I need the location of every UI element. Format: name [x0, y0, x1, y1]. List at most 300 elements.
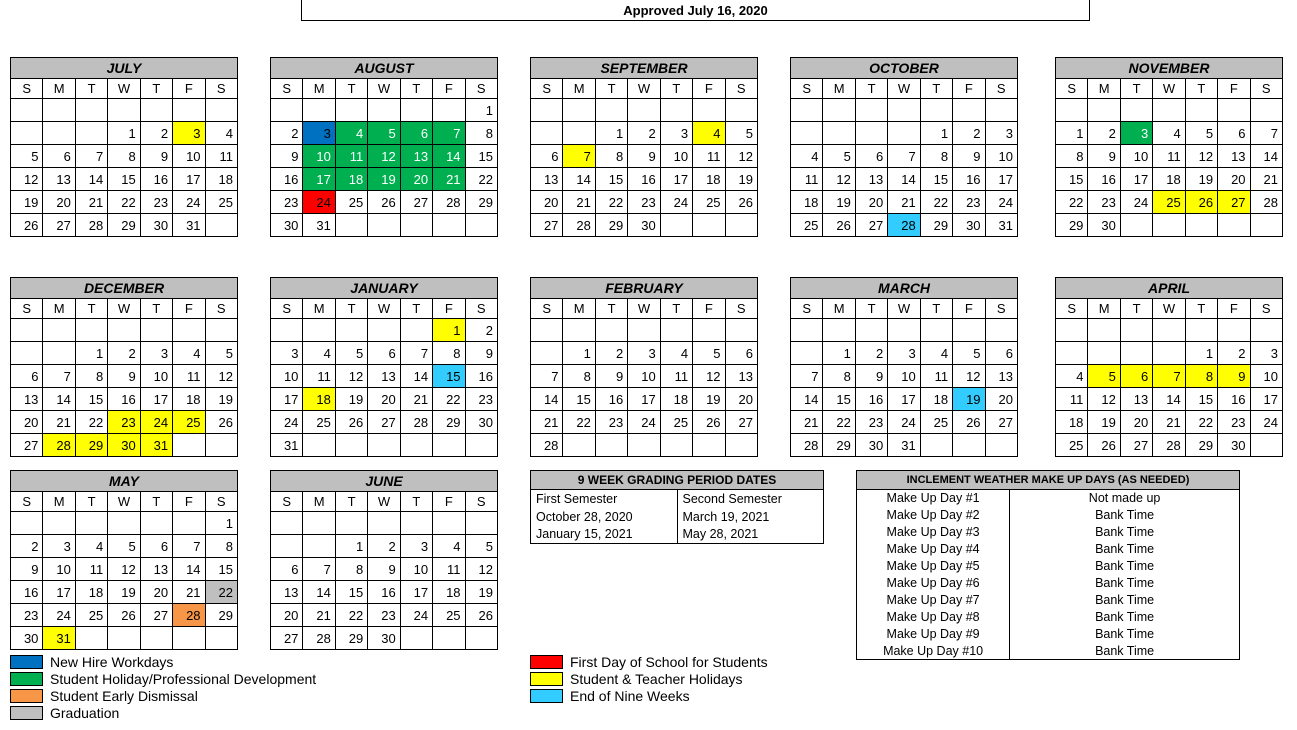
day-cell: 9: [628, 145, 660, 168]
day-cell: [75, 122, 107, 145]
day-cell: 28: [75, 214, 107, 237]
day-of-week-header: W: [1153, 299, 1185, 319]
day-cell: 3: [400, 535, 432, 558]
day-cell: [173, 512, 205, 535]
day-cell: [628, 99, 660, 122]
day-cell: [660, 99, 692, 122]
day-cell: 23: [11, 604, 43, 627]
day-cell: [985, 434, 1017, 457]
day-cell: 10: [173, 145, 205, 168]
day-of-week-header: S: [1250, 299, 1282, 319]
day-cell: 11: [303, 365, 335, 388]
day-cell: 1: [1056, 122, 1088, 145]
day-of-week-header: S: [465, 492, 497, 512]
day-cell: 5: [823, 145, 855, 168]
day-cell: 5: [108, 535, 140, 558]
day-cell: [791, 99, 823, 122]
day-cell: 5: [368, 122, 400, 145]
month-title: JULY: [11, 58, 238, 79]
month-january: [270, 277, 498, 457]
make-up-day-label: Make Up Day #5: [857, 558, 1010, 575]
day-cell: 17: [173, 168, 205, 191]
day-cell: 21: [75, 191, 107, 214]
legend-item: [530, 671, 768, 687]
grading-date-second-1: March 19, 2021: [677, 508, 824, 526]
day-cell: 21: [173, 581, 205, 604]
day-cell: 5: [953, 342, 985, 365]
day-cell: [563, 99, 595, 122]
day-cell: 27: [140, 604, 172, 627]
day-cell: 28: [173, 604, 205, 627]
day-cell: 7: [1153, 365, 1185, 388]
day-cell: [11, 99, 43, 122]
day-cell: 31: [303, 214, 335, 237]
day-cell: [335, 512, 367, 535]
day-cell: 26: [335, 411, 367, 434]
month-september: [530, 57, 758, 237]
day-cell: [205, 627, 237, 650]
day-cell: 2: [953, 122, 985, 145]
day-cell: 21: [43, 411, 75, 434]
day-cell: 6: [725, 342, 757, 365]
day-cell: 13: [985, 365, 1017, 388]
day-cell: 31: [173, 214, 205, 237]
day-cell: [465, 512, 497, 535]
green-swatch: [10, 672, 43, 686]
day-cell: [1185, 99, 1217, 122]
day-cell: [725, 319, 757, 342]
day-cell: [628, 434, 660, 457]
day-of-week-header: S: [465, 299, 497, 319]
day-cell: [400, 627, 432, 650]
day-cell: 12: [1088, 388, 1120, 411]
day-of-week-header: T: [140, 299, 172, 319]
day-cell: 24: [1120, 191, 1152, 214]
day-cell: [108, 512, 140, 535]
day-cell: 28: [563, 214, 595, 237]
day-cell: 19: [823, 191, 855, 214]
day-cell: [75, 319, 107, 342]
day-cell: 19: [335, 388, 367, 411]
day-cell: 17: [1120, 168, 1152, 191]
day-cell: [43, 99, 75, 122]
day-cell: 19: [368, 168, 400, 191]
day-cell: [271, 319, 303, 342]
day-cell: 14: [531, 388, 563, 411]
day-cell: [433, 627, 465, 650]
day-cell: [335, 434, 367, 457]
month-title: OCTOBER: [791, 58, 1018, 79]
day-cell: [368, 319, 400, 342]
legend-item: [530, 654, 768, 670]
day-cell: 29: [920, 214, 952, 237]
day-cell: [1153, 214, 1185, 237]
day-cell: [271, 512, 303, 535]
day-cell: 28: [400, 411, 432, 434]
day-cell: 24: [400, 604, 432, 627]
day-cell: 3: [271, 342, 303, 365]
day-cell: 17: [660, 168, 692, 191]
day-cell: 8: [1185, 365, 1217, 388]
day-cell: 25: [303, 411, 335, 434]
day-cell: 22: [1056, 191, 1088, 214]
day-cell: 21: [888, 191, 920, 214]
day-cell: 19: [1185, 168, 1217, 191]
day-cell: 28: [791, 434, 823, 457]
day-cell: 2: [595, 342, 627, 365]
day-cell: 1: [205, 512, 237, 535]
day-cell: [693, 434, 725, 457]
month-title: MAY: [11, 471, 238, 492]
day-cell: 15: [205, 558, 237, 581]
day-cell: [1120, 319, 1152, 342]
day-cell: 11: [205, 145, 237, 168]
approval-date-text: Approved July 16, 2020: [623, 3, 768, 18]
day-cell: 27: [400, 191, 432, 214]
day-cell: 18: [920, 388, 952, 411]
day-cell: 15: [1056, 168, 1088, 191]
day-cell: 14: [400, 365, 432, 388]
day-cell: 19: [465, 581, 497, 604]
make-up-day-label: Make Up Day #8: [857, 609, 1010, 626]
day-cell: [920, 319, 952, 342]
day-cell: 24: [660, 191, 692, 214]
day-cell: 22: [465, 168, 497, 191]
legend-label: End of Nine Weeks: [570, 688, 690, 704]
day-cell: 25: [335, 191, 367, 214]
day-cell: 14: [1153, 388, 1185, 411]
day-cell: [1153, 319, 1185, 342]
day-cell: 5: [11, 145, 43, 168]
day-cell: 30: [628, 214, 660, 237]
day-cell: 19: [693, 388, 725, 411]
day-cell: 25: [433, 604, 465, 627]
day-cell: 26: [11, 214, 43, 237]
day-cell: 12: [108, 558, 140, 581]
day-cell: 24: [1250, 411, 1282, 434]
day-cell: 26: [1088, 434, 1120, 457]
day-cell: 7: [43, 365, 75, 388]
grading-date-first-1: October 28, 2020: [531, 508, 678, 526]
legend-label: Student Holiday/Professional Development: [50, 671, 317, 687]
day-cell: 22: [920, 191, 952, 214]
day-cell: 16: [11, 581, 43, 604]
day-cell: 10: [1120, 145, 1152, 168]
day-cell: 2: [855, 342, 887, 365]
day-cell: [173, 434, 205, 457]
day-cell: 4: [205, 122, 237, 145]
day-cell: 22: [75, 411, 107, 434]
day-cell: [531, 342, 563, 365]
day-cell: 25: [693, 191, 725, 214]
day-cell: 27: [855, 214, 887, 237]
month-november: [1055, 57, 1283, 237]
day-of-week-header: W: [108, 299, 140, 319]
month-title: APRIL: [1056, 278, 1283, 299]
day-cell: 4: [693, 122, 725, 145]
day-cell: 12: [953, 365, 985, 388]
day-cell: 24: [888, 411, 920, 434]
day-cell: [1153, 342, 1185, 365]
day-cell: 21: [400, 388, 432, 411]
day-cell: [303, 319, 335, 342]
day-cell: [531, 99, 563, 122]
day-cell: 9: [140, 145, 172, 168]
month-title: DECEMBER: [11, 278, 238, 299]
day-cell: 6: [400, 122, 432, 145]
day-of-week-header: T: [140, 492, 172, 512]
day-cell: 13: [43, 168, 75, 191]
day-cell: 20: [43, 191, 75, 214]
day-cell: 8: [595, 145, 627, 168]
day-cell: [303, 99, 335, 122]
day-cell: 22: [433, 388, 465, 411]
day-cell: [335, 214, 367, 237]
day-cell: 26: [823, 214, 855, 237]
day-of-week-header: W: [368, 299, 400, 319]
day-cell: 11: [1056, 388, 1088, 411]
day-cell: [271, 99, 303, 122]
day-cell: 29: [595, 214, 627, 237]
day-cell: 18: [791, 191, 823, 214]
day-cell: [433, 214, 465, 237]
day-cell: 21: [1153, 411, 1185, 434]
day-cell: 15: [920, 168, 952, 191]
day-cell: 27: [985, 411, 1017, 434]
day-of-week-header: F: [693, 299, 725, 319]
day-cell: 26: [108, 604, 140, 627]
day-cell: 20: [725, 388, 757, 411]
day-cell: 19: [108, 581, 140, 604]
red-swatch: [530, 655, 563, 669]
make-up-day-status: Bank Time: [1010, 626, 1240, 643]
day-cell: 4: [173, 342, 205, 365]
day-cell: 4: [433, 535, 465, 558]
day-cell: 20: [271, 604, 303, 627]
day-cell: 23: [140, 191, 172, 214]
day-cell: [531, 319, 563, 342]
day-cell: 30: [1088, 214, 1120, 237]
make-up-day-status: Bank Time: [1010, 507, 1240, 524]
day-cell: [205, 319, 237, 342]
day-of-week-header: F: [433, 299, 465, 319]
day-cell: [43, 122, 75, 145]
month-may: [10, 470, 238, 650]
day-of-week-header: S: [1056, 299, 1088, 319]
day-cell: 23: [1218, 411, 1250, 434]
day-cell: 8: [108, 145, 140, 168]
day-cell: 2: [1088, 122, 1120, 145]
month-title: JUNE: [271, 471, 498, 492]
day-cell: 24: [628, 411, 660, 434]
day-cell: 16: [953, 168, 985, 191]
day-cell: 16: [140, 168, 172, 191]
day-cell: 15: [823, 388, 855, 411]
day-cell: [791, 122, 823, 145]
make-up-day-label: Make Up Day #7: [857, 592, 1010, 609]
day-cell: 5: [1088, 365, 1120, 388]
day-cell: 27: [531, 214, 563, 237]
day-cell: 10: [660, 145, 692, 168]
day-cell: 11: [693, 145, 725, 168]
day-cell: [823, 122, 855, 145]
day-cell: 6: [43, 145, 75, 168]
day-cell: 4: [75, 535, 107, 558]
day-cell: 11: [335, 145, 367, 168]
day-of-week-header: S: [271, 492, 303, 512]
day-cell: [140, 512, 172, 535]
day-cell: 18: [1056, 411, 1088, 434]
day-cell: [1218, 319, 1250, 342]
day-cell: 14: [43, 388, 75, 411]
day-cell: 3: [628, 342, 660, 365]
day-of-week-header: S: [1056, 79, 1088, 99]
day-cell: 1: [823, 342, 855, 365]
day-cell: 2: [628, 122, 660, 145]
grading-col-second-semester: Second Semester: [677, 490, 824, 508]
month-july: [10, 57, 238, 237]
day-cell: 29: [1056, 214, 1088, 237]
day-cell: 31: [140, 434, 172, 457]
day-cell: [1185, 214, 1217, 237]
day-cell: 1: [1185, 342, 1217, 365]
day-cell: 11: [173, 365, 205, 388]
day-cell: 22: [205, 581, 237, 604]
day-cell: [823, 99, 855, 122]
day-cell: 14: [173, 558, 205, 581]
day-cell: 7: [888, 145, 920, 168]
day-cell: 23: [855, 411, 887, 434]
day-cell: 6: [11, 365, 43, 388]
day-cell: 21: [1250, 168, 1282, 191]
day-cell: [693, 214, 725, 237]
day-cell: 22: [595, 191, 627, 214]
day-cell: 18: [335, 168, 367, 191]
day-cell: [563, 434, 595, 457]
day-cell: 24: [985, 191, 1017, 214]
day-cell: 25: [205, 191, 237, 214]
day-cell: 12: [368, 145, 400, 168]
day-cell: 1: [433, 319, 465, 342]
day-cell: [660, 214, 692, 237]
day-cell: 7: [563, 145, 595, 168]
month-title: MARCH: [791, 278, 1018, 299]
day-cell: [1088, 319, 1120, 342]
day-cell: 29: [823, 434, 855, 457]
day-cell: 31: [271, 434, 303, 457]
day-cell: [888, 99, 920, 122]
day-cell: [725, 214, 757, 237]
day-of-week-header: S: [531, 79, 563, 99]
day-cell: 13: [11, 388, 43, 411]
legend-item: [10, 654, 316, 670]
day-cell: 8: [823, 365, 855, 388]
day-cell: 23: [271, 191, 303, 214]
day-cell: 28: [888, 214, 920, 237]
day-cell: 4: [303, 342, 335, 365]
day-cell: 23: [595, 411, 627, 434]
day-cell: 5: [335, 342, 367, 365]
day-cell: [400, 434, 432, 457]
day-cell: 9: [11, 558, 43, 581]
day-cell: 3: [888, 342, 920, 365]
make-up-day-label: Make Up Day #3: [857, 524, 1010, 541]
day-cell: [400, 512, 432, 535]
make-up-day-row: [857, 626, 1240, 643]
day-cell: 16: [855, 388, 887, 411]
day-cell: 23: [1088, 191, 1120, 214]
day-cell: [465, 434, 497, 457]
day-of-week-header: S: [205, 299, 237, 319]
day-cell: 31: [985, 214, 1017, 237]
day-cell: 1: [563, 342, 595, 365]
day-cell: 7: [791, 365, 823, 388]
day-cell: 15: [1185, 388, 1217, 411]
day-cell: 25: [173, 411, 205, 434]
month-april: [1055, 277, 1283, 457]
day-cell: 22: [563, 411, 595, 434]
day-cell: 11: [433, 558, 465, 581]
day-cell: 19: [11, 191, 43, 214]
day-cell: 14: [433, 145, 465, 168]
day-cell: 9: [465, 342, 497, 365]
day-cell: 6: [855, 145, 887, 168]
orange-swatch: [10, 689, 43, 703]
day-cell: 12: [335, 365, 367, 388]
day-cell: [628, 319, 660, 342]
day-cell: 5: [465, 535, 497, 558]
make-up-day-status: Bank Time: [1010, 541, 1240, 558]
day-cell: 22: [335, 604, 367, 627]
day-cell: [595, 99, 627, 122]
day-cell: 30: [140, 214, 172, 237]
month-december: [10, 277, 238, 457]
day-cell: 10: [628, 365, 660, 388]
day-cell: 14: [75, 168, 107, 191]
day-cell: 3: [303, 122, 335, 145]
day-cell: 3: [140, 342, 172, 365]
day-cell: 2: [108, 342, 140, 365]
day-cell: 11: [920, 365, 952, 388]
day-cell: [985, 319, 1017, 342]
day-cell: [563, 319, 595, 342]
day-cell: 9: [855, 365, 887, 388]
day-of-week-header: T: [595, 79, 627, 99]
day-cell: [173, 99, 205, 122]
day-cell: [11, 319, 43, 342]
day-cell: [205, 99, 237, 122]
day-of-week-header: M: [303, 79, 335, 99]
day-of-week-header: S: [271, 299, 303, 319]
day-cell: 9: [1088, 145, 1120, 168]
day-cell: [595, 434, 627, 457]
day-cell: 14: [888, 168, 920, 191]
make-up-day-status: Bank Time: [1010, 643, 1240, 660]
day-cell: 24: [140, 411, 172, 434]
day-cell: 21: [303, 604, 335, 627]
legend-label: Graduation: [50, 705, 120, 721]
day-cell: 7: [75, 145, 107, 168]
day-cell: 17: [303, 168, 335, 191]
day-of-week-header: M: [43, 492, 75, 512]
day-cell: 29: [205, 604, 237, 627]
day-cell: 13: [531, 168, 563, 191]
day-cell: 23: [465, 388, 497, 411]
day-cell: 12: [1185, 145, 1217, 168]
day-of-week-header: W: [108, 492, 140, 512]
day-cell: 13: [1120, 388, 1152, 411]
day-cell: [75, 99, 107, 122]
